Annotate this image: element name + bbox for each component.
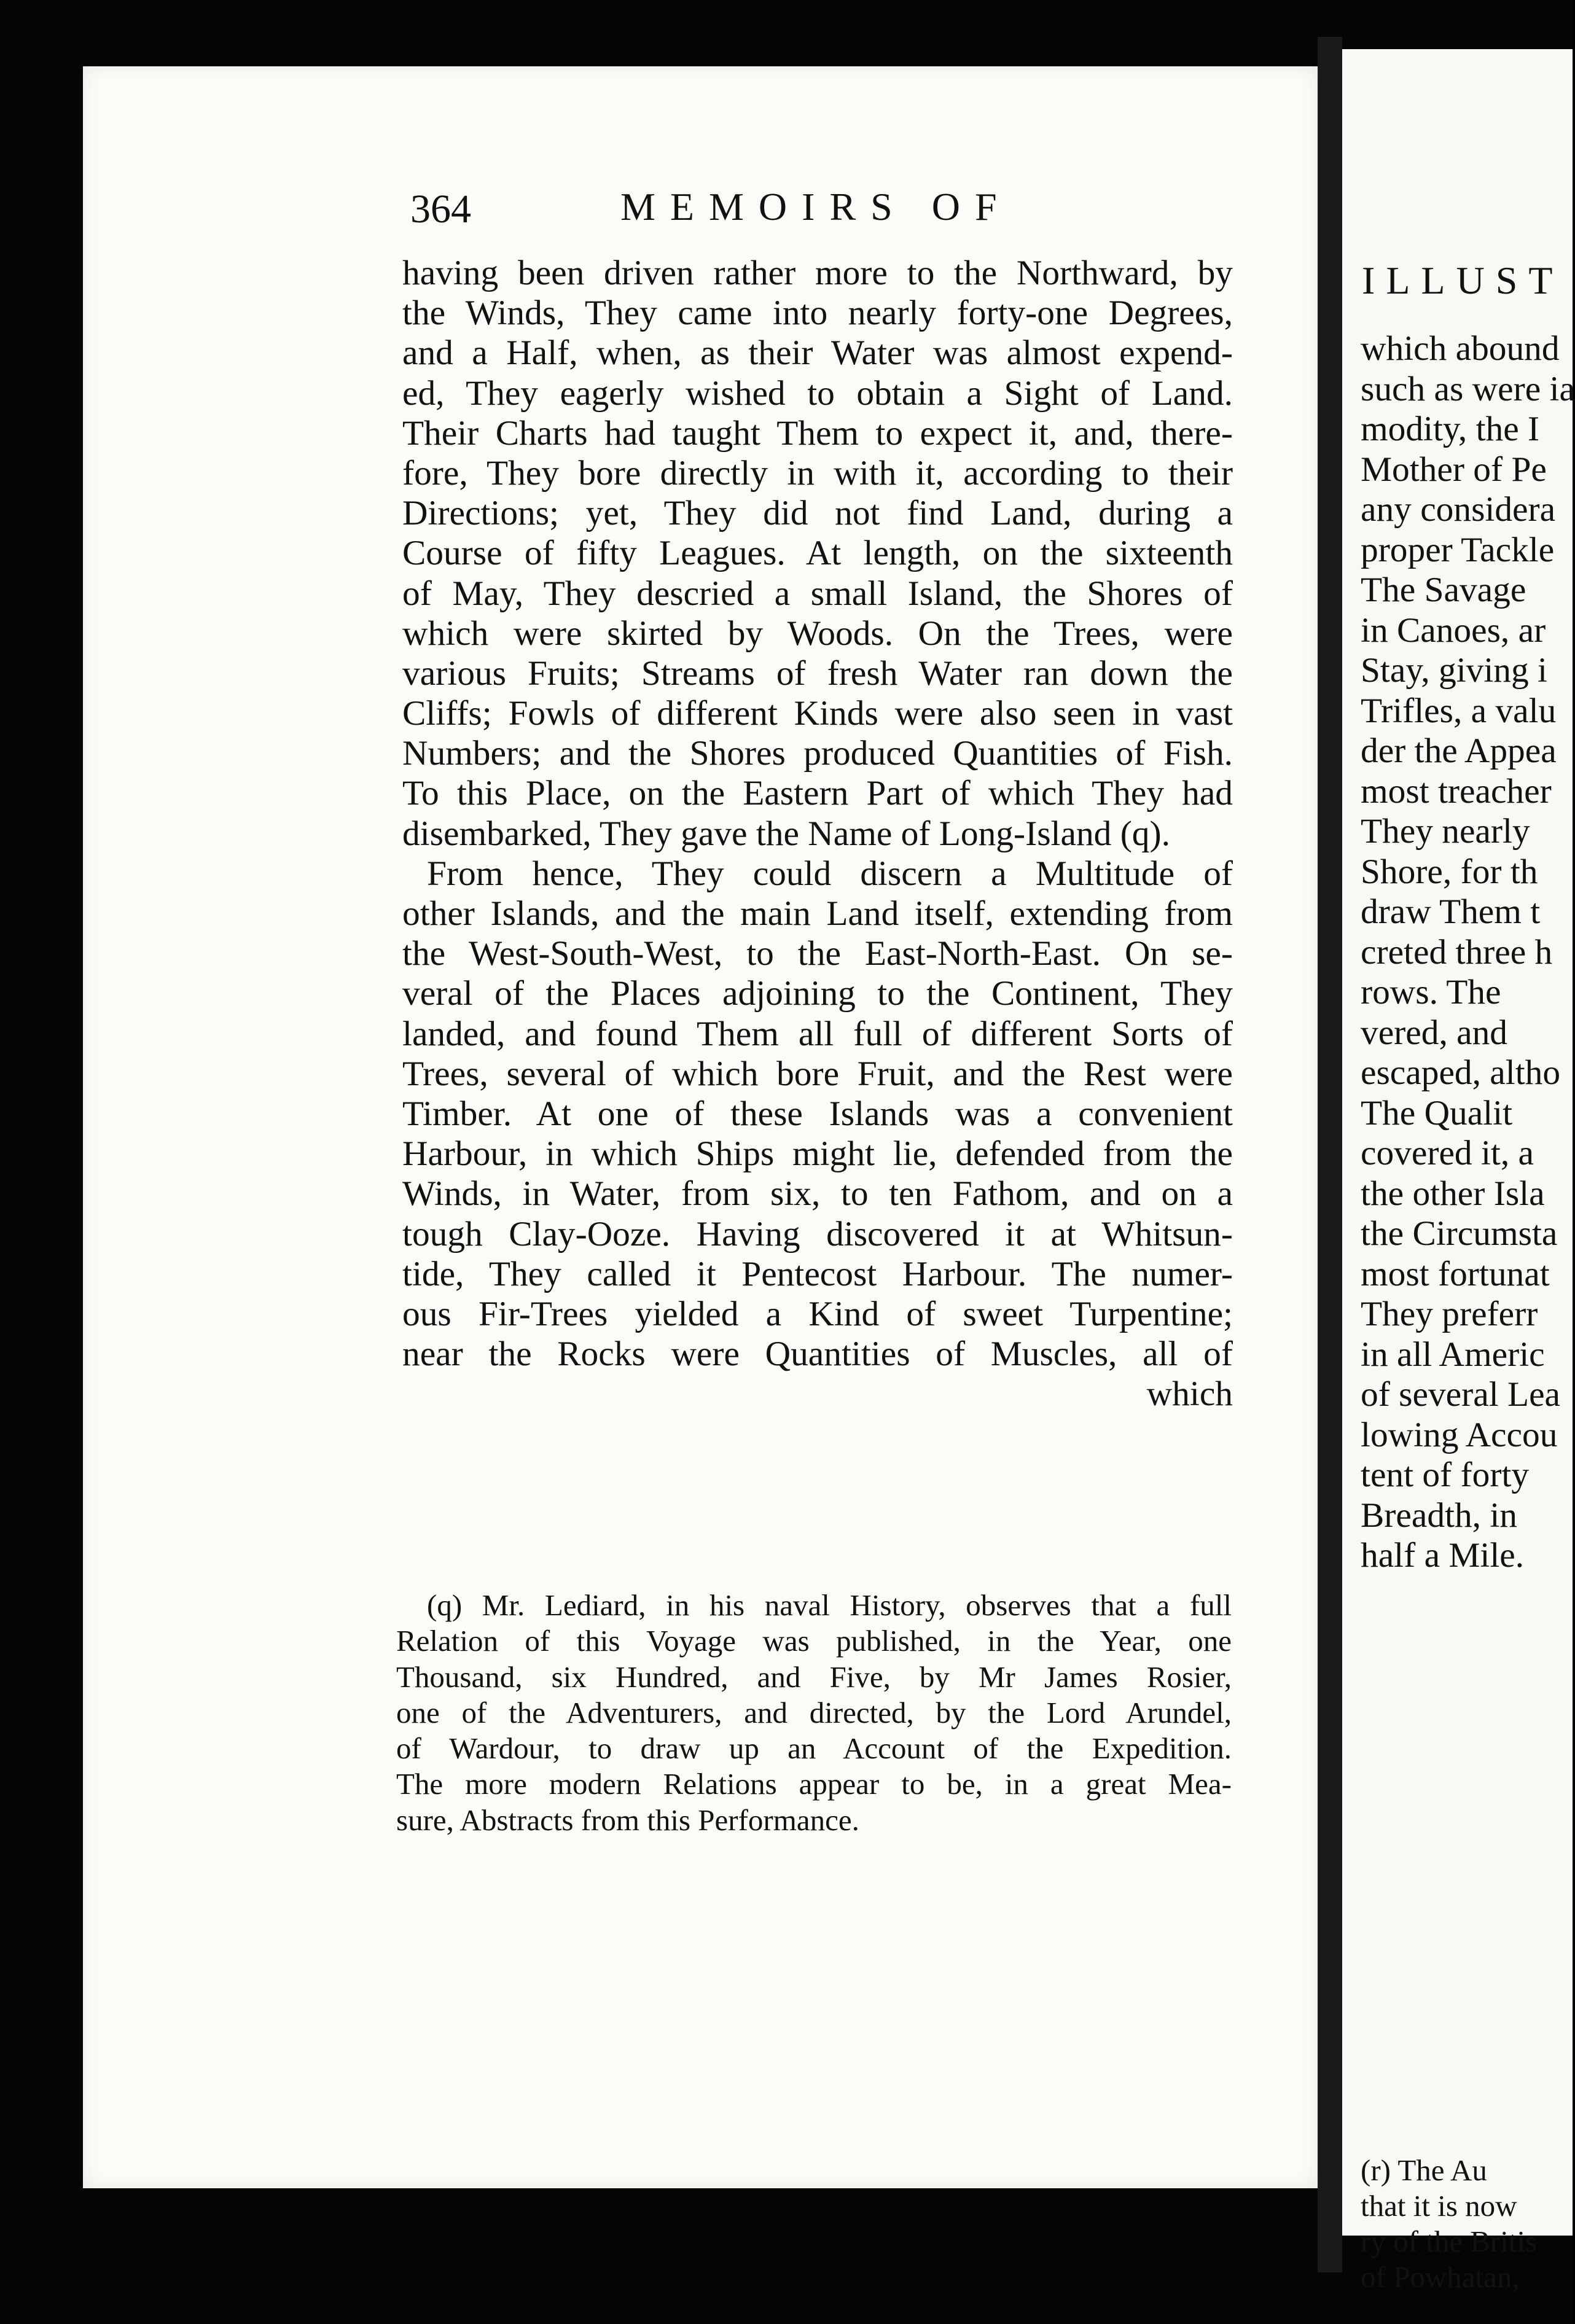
text-line: proper Tackle (1361, 530, 1555, 569)
text-line: Cliffs; Fowls of different Kinds were also seen in vast (402, 694, 1233, 733)
text-line: The Savage (1361, 571, 1526, 609)
text-line: Trifles, a valu (1361, 691, 1557, 730)
footnote-line: The more modern Relations appear to be, in a great Mea- (396, 1767, 1232, 1801)
text-line: Trees, several of which bore Fruit, and the Rest were (402, 1054, 1233, 1093)
text-line: the other Isla (1361, 1174, 1545, 1213)
text-line: To this Place, on the Eastern Part of which They had (402, 774, 1233, 813)
text-line: tough Clay-Ooze. Having discovered it at Whitsun- (402, 1214, 1233, 1254)
text-line: the West-South-West, to the East-North-East. On se- (402, 934, 1233, 973)
footnote-line: Relation of this Voyage was published, in the Year, one (396, 1624, 1232, 1658)
footnote-line: ry of the Britis (1361, 2225, 1538, 2258)
footnote-line: (q) Mr. Lediard, in his naval History, observes that a full (427, 1588, 1232, 1622)
text-line: They preferr (1361, 1295, 1538, 1333)
text-line: in all Americ (1361, 1335, 1545, 1374)
text-line: having been driven rather more to the Northward, by (402, 254, 1233, 292)
text-line: and a Half, when, as their Water was almost expend- (402, 333, 1233, 373)
text-line: Stay, giving i (1361, 651, 1547, 690)
footnote-line: Thousand, six Hundred, and Five, by Mr James Rosier, (396, 1659, 1232, 1694)
text-line: fore, They bore directly in with it, according to their (402, 453, 1233, 493)
text-line: the Winds, They came into nearly forty-one Degrees, (402, 294, 1233, 333)
text-line: Timber. At one of these Islands was a convenient (402, 1094, 1233, 1133)
footnote-line: of Wardour, to draw up an Account of the Expedition. (396, 1731, 1232, 1766)
text-line: escaped, altho (1361, 1053, 1561, 1092)
text-line: ous Fir-Trees yielded a Kind of sweet Turpentine; (402, 1294, 1233, 1333)
text-line: The Qualit (1361, 1093, 1513, 1133)
text-line: most fortunat (1361, 1254, 1550, 1293)
running-title: MEMOIRS OF (620, 185, 1012, 228)
text-line: tent of forty (1361, 1456, 1530, 1494)
text-line: near the Rocks were Quantities of Muscles, all of (402, 1335, 1233, 1374)
text-line: in Canoes, ar (1361, 610, 1546, 650)
text-line: Directions; yet, They did not find Land, during a (402, 494, 1233, 533)
text-line: which were skirted by Woods. On the Trees, were (402, 614, 1233, 653)
footnote-line: that it is now (1361, 2189, 1517, 2223)
page-number: 364 (410, 187, 471, 232)
text-line: various Fruits; Streams of fresh Water ran down the (402, 653, 1233, 693)
text-line: From hence, They could discern a Multitude of (427, 854, 1233, 893)
text-line: covered it, a (1361, 1134, 1534, 1172)
text-line: landed, and found Them all full of different Sorts of (402, 1014, 1233, 1053)
text-line: rows. The (1361, 973, 1501, 1012)
text-line: Harbour, in which Ships might lie, defended from the (402, 1134, 1233, 1174)
text-line: of several Lea (1361, 1375, 1561, 1414)
text-line: Course of fifty Leagues. At length, on the sixteenth (402, 534, 1233, 573)
text-line: creted three h (1361, 932, 1553, 972)
text-line: Shore, for th (1361, 852, 1538, 891)
text-line: lowing Accou (1361, 1415, 1558, 1454)
footnote-line: (r) The Au (1361, 2153, 1487, 2187)
text-line: most treacher (1361, 771, 1552, 811)
text-line: They nearly (1361, 812, 1530, 851)
text-line: draw Them t (1361, 892, 1541, 931)
text-line: Numbers; and the Shores produced Quantities of Fish. (402, 734, 1233, 773)
text-line: Mother of Pe (1361, 450, 1547, 489)
right-footnote (1361, 2153, 1537, 2295)
right-page (1342, 49, 1575, 2294)
text-line: other Islands, and the main Land itself, extending from (402, 894, 1233, 933)
right-running-title: ILLUST (1362, 259, 1564, 302)
text-line: of May, They descried a small Island, the Shores of (402, 574, 1233, 613)
text-line: der the Appea (1361, 731, 1557, 770)
text-line: tide, They called it Pentecost Harbour. The numer- (402, 1254, 1233, 1293)
text-line: half a Mile. (1361, 1536, 1525, 1575)
text-line: Breadth, in (1361, 1495, 1518, 1535)
catchword: which (1146, 1375, 1233, 1414)
main-text (402, 253, 1233, 1414)
text-line: which abound (1361, 329, 1560, 368)
footnote-line: sure, Abstracts from this Performance. (396, 1803, 859, 1837)
text-line: Winds, in Water, from six, to ten Fathom, and on a (402, 1174, 1233, 1214)
text-line: veral of the Places adjoining to the Continent, They (402, 974, 1233, 1013)
text-line: such as were ia (1361, 369, 1575, 408)
footnote-line: one of the Adventurers, and directed, by the Lord Arundel, (396, 1695, 1232, 1729)
text-line: vered, and (1361, 1013, 1508, 1052)
text-line: the Circumsta (1361, 1214, 1558, 1253)
book-gutter (1318, 37, 1342, 2272)
text-line: Their Charts had taught Them to expect it, and, there- (402, 413, 1233, 453)
text-line: any considera (1361, 490, 1556, 529)
text-line: disembarked, They gave the Name of Long-Island (q). (402, 814, 1170, 853)
right-page-text (1361, 329, 1575, 1576)
footnote (396, 1588, 1232, 1838)
footnote-line: of Powhatan, (1361, 2260, 1520, 2294)
text-line: ed, They eagerly wished to obtain a Sight of Land. (402, 373, 1233, 413)
text-line: modity, the I (1361, 410, 1540, 448)
